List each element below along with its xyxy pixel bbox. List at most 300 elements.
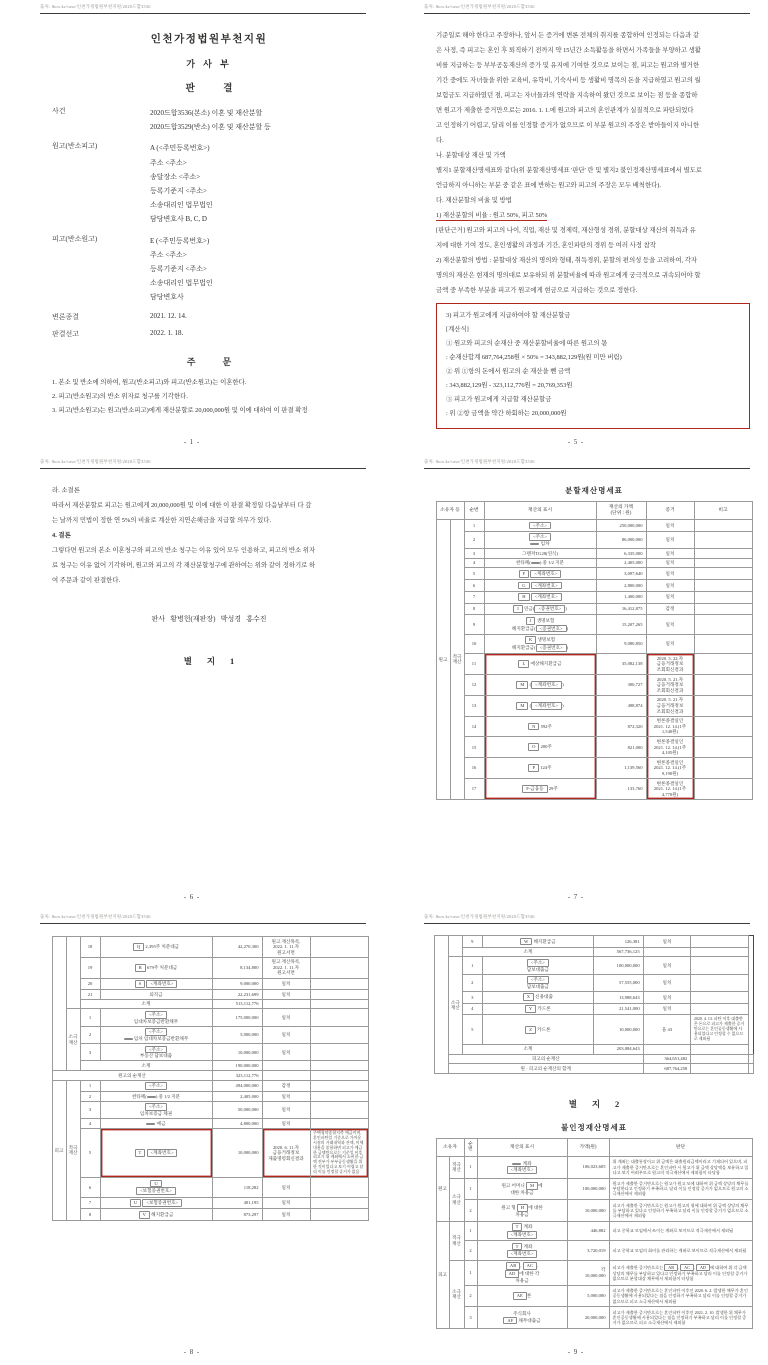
redaction-box: <계좌번호> xyxy=(146,980,177,988)
redaction-box: J xyxy=(526,617,536,625)
table-cell: 323,112,776 xyxy=(212,1071,262,1081)
table-cell xyxy=(694,716,752,737)
text-line: 4. 결론 xyxy=(52,532,71,539)
annex-2-title: 별 지 2 xyxy=(568,1098,620,1109)
table-cell: 21,541,000 xyxy=(593,1003,643,1015)
table-cell: 일치 xyxy=(262,1209,310,1221)
table-cell xyxy=(694,591,752,603)
table-cell: 126,381 xyxy=(593,936,643,948)
table-cell: 8 xyxy=(80,1209,100,1221)
table-row xyxy=(435,1044,754,1054)
page-8-body xyxy=(50,936,370,1221)
text-line: ① 원고와 피고의 순재산 중 재산분할비율에 따른 원고의 몫 xyxy=(446,340,608,347)
text-line: 담당변호사 B, C, D xyxy=(150,215,207,224)
table-cell xyxy=(310,957,368,978)
table-cell: F-금융등 29주 xyxy=(484,779,596,800)
case-fields xyxy=(52,106,366,339)
table-cell: 소극 재산 xyxy=(448,957,462,1054)
redaction-box: V xyxy=(139,1211,150,1219)
table-cell: 16,412,875 xyxy=(596,603,646,615)
table-header-cell: 재산의 가액 (단위 : 원) xyxy=(596,502,646,520)
table-row xyxy=(52,1119,368,1129)
text-line: : 순재산합계 687,764,258원 × 50% = 343,882,129원(원 미만 버림) xyxy=(446,354,622,361)
table-header-cell: 소유자 xyxy=(436,1138,464,1156)
table-cell: 446,882 xyxy=(567,1221,609,1240)
table-cell: 106,023,605 xyxy=(567,1156,609,1178)
table-cell: 567,736,125 xyxy=(593,947,643,957)
redaction-box xyxy=(146,1123,155,1125)
text-line: 주소 <주소> xyxy=(150,158,187,167)
table-cell xyxy=(262,1071,310,1081)
table-cell: 57,555,000 xyxy=(593,974,643,991)
table-cell xyxy=(310,1119,368,1129)
source-header: 출처: lbox.kr/case/인천가정법원부천지원/2020드합3536 xyxy=(424,4,535,9)
table-cell xyxy=(100,1178,212,1197)
table-cell: I 연금( <증권번호> ) xyxy=(484,603,596,615)
text-line: 은 사정, 즉 피고는 혼인 후 퇴직하기 전까지 약 15년간 소득활동을 하면서 가족들을 부양하고 생활 xyxy=(436,47,701,54)
table-cell xyxy=(694,568,752,580)
redaction-box: AE xyxy=(513,1292,527,1300)
text-line: 고 인정하기 어렵고, 달리 이를 인정할 증거가 없으므로 이 부분 원고의 주장은 받아들이지 아니한 xyxy=(436,122,700,129)
text-line: 2. 피고(반소원고)의 반소 위자료 청구를 기각한다. xyxy=(52,392,188,400)
table-cell: 3,720,019 xyxy=(567,1241,609,1260)
table-cell: <주소> 담보대출금 xyxy=(482,957,593,974)
redaction-box: H xyxy=(517,1204,528,1212)
table-cell xyxy=(310,937,368,958)
table-cell: 513,112,776 xyxy=(212,999,262,1009)
table-cell xyxy=(691,1064,749,1074)
table-cell: 7 xyxy=(464,591,484,603)
table-cell: M ( <계좌번호> ) xyxy=(484,695,596,716)
table-header-cell: 소유자 등 xyxy=(436,502,464,520)
table-cell: 9,000,000 xyxy=(212,978,262,990)
source-header: 출처: lbox.kr/case/인천가정법원부천지원/2020드합3536 xyxy=(40,4,151,9)
table-cell: 일치 xyxy=(262,1197,310,1209)
table-row xyxy=(52,978,368,990)
page-number: - 1 - xyxy=(183,439,201,446)
table-cell: 16 xyxy=(464,758,484,779)
redaction-box: <주소> xyxy=(145,1103,167,1111)
redaction-box: S xyxy=(135,980,146,988)
table-cell: 687,764,258 xyxy=(643,1064,691,1074)
table-cell: 일치 xyxy=(646,634,694,653)
table-cell: 11 xyxy=(464,654,484,675)
table-cell: 2 xyxy=(462,974,482,991)
redaction-box: K xyxy=(525,636,536,644)
text-line: 나. 분할대상 재산 및 가액 xyxy=(436,152,506,159)
redaction-box: Z xyxy=(525,1026,536,1034)
table-cell: 각 10,000,000 xyxy=(567,1260,609,1285)
table-cell: T 계좌 <계좌번호> xyxy=(477,1241,567,1260)
table-cell: 2020. 4. 13. 파탄 이후 대출받은 돈으로 피고가 제출한 증거만으로는 혼인공동생활에 사용되었다고 인정할 수 없으므로 제외됨 xyxy=(691,1015,749,1045)
table-row xyxy=(435,1003,754,1015)
table-cell: 10,000,000 xyxy=(212,1044,262,1061)
table-cell: 2,405,000 xyxy=(596,558,646,568)
table-cell: 일치 xyxy=(643,974,691,991)
field-closing-date xyxy=(52,312,366,322)
table-cell: 원고 재산목록, 2022. 1. 11.자 원고서면 xyxy=(262,937,310,958)
table-row xyxy=(436,1156,752,1178)
field-value: 2022. 1. 18. xyxy=(150,328,184,337)
court-name: 인천가정법원부천지원 xyxy=(150,34,268,45)
text-line: 기준일로 해야 한다고 주장하나, 앞서 든 증거에 변론 전체의 취지를 종합하여 인정되는 다음과 같 xyxy=(436,32,700,39)
page-7-body xyxy=(434,485,754,800)
redaction-box: R xyxy=(135,964,146,972)
table-row xyxy=(52,1071,368,1081)
table-cell: 피고 중학교 모임의 회비를 관리하는 계좌로 보이므로 적극재산에서 제외됨 xyxy=(609,1241,752,1260)
table-cell: 일치 xyxy=(643,936,691,948)
table-cell: 100,000,000 xyxy=(593,957,643,974)
table-cell: 일치 xyxy=(262,1178,310,1197)
field-label: 사건 xyxy=(52,107,66,115)
text-line: 따라서 재산분할로 피고는 원고에게 20,000,000원 및 이에 대한 이 판결 확정일 다음날부터 다 갚 xyxy=(52,502,312,509)
redaction-box: G xyxy=(518,582,529,590)
redaction-box xyxy=(147,1096,156,1098)
redaction-box: <증권번호> xyxy=(536,625,567,633)
table-row xyxy=(435,974,754,991)
table-cell xyxy=(310,1071,368,1081)
table-cell: Z 카드론 xyxy=(482,1015,593,1045)
table-cell: 2020. 5. 21.자 금융거래정보 조회회신결과 xyxy=(646,675,694,696)
redaction-box: <계좌번호> xyxy=(531,582,562,590)
table-cell: 위 계좌는 대출통장이고 위 금액은 대출원리금액이라고 기재되어 있으며, 피고가 제출한 증거만으로는 혼인파탄 시 원고가 위 금액 상당액을 보유하고 있다고 보기 어려우므로 원고의 적극재산에서 제외함이 타당함 xyxy=(609,1156,752,1178)
table-row xyxy=(52,1209,368,1221)
conclusion-text xyxy=(52,483,366,588)
table-cell: 적극 재산 xyxy=(66,1080,80,1220)
text-line: 소송대리인 법무법인 xyxy=(150,279,213,288)
table-cell: 6 xyxy=(80,1178,100,1197)
text-line: 등록기준지 <주소> xyxy=(150,265,207,274)
text-line: 여 주문과 같이 판결한다. xyxy=(52,577,121,584)
text-line: ② 위 ①항의 돈에서 원고의 순 재산을 뺀 금액 xyxy=(446,368,571,375)
table-cell: 1 xyxy=(464,1221,477,1240)
table-row xyxy=(436,654,752,675)
table-cell xyxy=(310,1092,368,1102)
table-cell xyxy=(262,999,310,1009)
table-cell: 일치 xyxy=(262,1101,310,1118)
table-cell: Y 카드론 xyxy=(482,1003,593,1015)
redaction-box: <주소> xyxy=(145,1046,167,1054)
table-cell: 원고 재산목록, 2022. 1. 11.자 원고서면 xyxy=(262,957,310,978)
table-cell: 2020. 6. 11.자 금융거래정보 제출명령회신결과 xyxy=(262,1128,310,1177)
table-cell: 을 43 xyxy=(643,1015,691,1045)
table-row xyxy=(436,580,752,592)
table-cell: 소계 xyxy=(462,947,593,957)
table-cell xyxy=(100,1197,212,1209)
table-cell: 2 xyxy=(464,1285,477,1307)
table-cell: 20 xyxy=(80,978,100,990)
table-cell xyxy=(694,549,752,559)
table-cell: L 예상해지환급금 xyxy=(484,654,596,675)
table-cell: 118,282 xyxy=(212,1178,262,1197)
table-row xyxy=(436,1307,752,1329)
table-cell: 일치 xyxy=(646,615,694,634)
table-cell: 3 xyxy=(80,1044,100,1061)
table-cell xyxy=(310,1080,368,1092)
table-cell: 2 xyxy=(80,1092,100,1102)
table-header-cell: 순 번 xyxy=(464,1138,477,1156)
table-cell: 피고 중학교 모임에서 쓰이는 계좌로 보이므로 적극재산에서 제외됨 xyxy=(609,1221,752,1240)
table-cell: 100,000,000 xyxy=(567,1178,609,1200)
field-label: 판결선고 xyxy=(52,329,80,338)
table-row xyxy=(436,1260,752,1285)
table-cell: 적극 재산 xyxy=(449,1156,464,1178)
table-cell: R 679주 처분대금 xyxy=(100,957,212,978)
table-cell xyxy=(694,580,752,592)
redaction-box: <주소> xyxy=(145,1028,167,1036)
table-cell: 19 xyxy=(80,957,100,978)
redaction-box: M xyxy=(516,681,528,689)
redaction-box: T xyxy=(512,1243,523,1251)
text-line: 언급하지 아니하는 부분 중 같은 표에 반하는 원고와 피고의 주장은 모두 배척한다). xyxy=(436,182,662,189)
redaction-box: AD xyxy=(505,1270,520,1278)
field-label: 피고(반소원고) xyxy=(52,234,98,243)
field-value xyxy=(150,141,366,226)
text-line: 1) 재산분할의 비율 : 원고 50%, 피고 50% xyxy=(436,212,548,219)
page-1-body xyxy=(52,14,366,418)
table-cell: 일치 xyxy=(262,1092,310,1102)
table-row xyxy=(436,779,752,800)
table-cell: 10,000,000 xyxy=(212,1128,262,1177)
table-cell xyxy=(310,1209,368,1221)
table-cell: <주소> 임차 임대차보증금반환채무 xyxy=(100,1026,212,1043)
table-cell xyxy=(435,936,449,1074)
table-cell xyxy=(694,695,752,716)
text-line: 3) 피고가 원고에게 지급하여야 할 재산분할금 xyxy=(446,312,571,319)
table-row xyxy=(52,1128,368,1177)
table-cell: 4,800,000 xyxy=(212,1119,262,1129)
text-line: 다. xyxy=(436,137,444,144)
table-row xyxy=(435,1054,754,1064)
order-lines xyxy=(52,376,366,419)
table-cell: O 200주 xyxy=(484,737,596,758)
table-cell xyxy=(694,615,752,634)
table-cell: 2 xyxy=(464,1200,477,1222)
table-row xyxy=(436,716,752,737)
text-line: 송달장소 <주소> xyxy=(150,172,201,181)
redaction-box: AC xyxy=(523,1262,537,1270)
redaction-box: <주소> xyxy=(527,976,549,984)
text-line: 료 청구는 이유 없어 기각하며, 원고와 피고의 각 재산분할청구에 관하여는 위와 같이 정하기로 하 xyxy=(52,562,316,569)
table-cell: 일치 xyxy=(262,1026,310,1043)
table-cell xyxy=(310,1026,368,1043)
table-cell: 86,000,000 xyxy=(596,531,646,548)
table-cell: 퇴직금 xyxy=(100,990,212,1000)
redaction-box: <계좌번호> xyxy=(147,1149,178,1157)
table-row xyxy=(436,1241,752,1260)
table-cell: 피고 xyxy=(52,1080,66,1220)
table-cell: 133,760 xyxy=(596,779,646,800)
field-defendant xyxy=(52,234,366,305)
table-cell: 13 xyxy=(464,695,484,716)
table-row xyxy=(436,675,752,696)
table-cell xyxy=(100,1128,212,1177)
table-cell: 소극 재산 xyxy=(66,1009,80,1071)
table-cell xyxy=(52,937,66,1071)
table-cell: 1 xyxy=(80,1009,100,1026)
table-cell: W 해지환급금 xyxy=(482,936,593,948)
redaction-box: F xyxy=(519,570,530,578)
page-1 xyxy=(0,0,384,455)
table-cell: 498,874 xyxy=(596,695,646,716)
table-cell xyxy=(691,991,749,1003)
table-row xyxy=(436,603,752,615)
table-row xyxy=(436,1138,752,1156)
page-6-body xyxy=(52,483,366,667)
table-cell: 일치 xyxy=(262,990,310,1000)
text-line: : 위 ②항 금액을 약간 하회하는 20,000,000원 xyxy=(446,410,567,417)
source-header: 출처: lbox.kr/case/인천가정법원부천지원/2020드합3536 xyxy=(424,914,535,919)
redaction-box: T xyxy=(512,1223,523,1231)
table-cell: 7 xyxy=(80,1197,100,1209)
table-cell: T 계좌 <계좌번호> xyxy=(477,1221,567,1240)
table-header-cell: 재산의 표시 xyxy=(477,1138,567,1156)
table-row xyxy=(435,947,754,957)
table-cell: 원고 xyxy=(436,1156,449,1221)
table-cell xyxy=(691,947,749,957)
table-cell: 소극 재산 xyxy=(449,1178,464,1221)
table-row xyxy=(52,1044,368,1061)
table-cell xyxy=(66,937,80,1009)
table-cell: <주소> 임차 xyxy=(484,531,596,548)
table-cell: 3 xyxy=(464,1307,477,1329)
redaction-box: <주소> xyxy=(527,959,549,967)
table-cell: 21 xyxy=(80,990,100,1000)
table-row xyxy=(52,990,368,1000)
header-rule xyxy=(40,468,366,469)
division-property-table-p9 xyxy=(434,935,754,1074)
table-cell: 20,000,000 xyxy=(567,1307,609,1329)
redaction-box: <증권번호> xyxy=(536,644,567,652)
annex2-table-title: 불인정재산명세표 xyxy=(561,1122,627,1132)
table-cell: 1 xyxy=(464,1178,477,1200)
table-cell: 8 xyxy=(464,603,484,615)
redaction-box: W xyxy=(520,938,532,946)
redaction-box: L xyxy=(518,660,529,668)
table-cell: 싼타페( ) 중 1/2 지분 xyxy=(100,1092,212,1102)
text-line: 라. 소결론 xyxy=(52,487,80,494)
text-line: ③ 피고가 원고에게 지급할 재산분할금 xyxy=(446,396,552,403)
table-cell: J 생명보험 해지환급금( <증권번호> ) xyxy=(484,615,596,634)
table-cell xyxy=(310,1061,368,1071)
table-cell: 10,000,000 xyxy=(567,1200,609,1222)
table-cell xyxy=(694,737,752,758)
table-cell: 5,000,000 xyxy=(212,1026,262,1043)
redaction-box: M xyxy=(516,702,528,710)
redaction-box: AF xyxy=(503,1317,517,1325)
table-cell xyxy=(694,779,752,800)
table-cell: 3 xyxy=(464,549,484,559)
table-cell: 1 xyxy=(464,1260,477,1285)
header-rule xyxy=(424,923,750,924)
field-sentencing-date xyxy=(52,329,366,339)
text-line: 소송대리인 법무법인 xyxy=(150,201,213,210)
table-cell xyxy=(691,957,749,974)
redaction-box: <주소> xyxy=(145,1011,167,1019)
redaction-box: F-금융등 xyxy=(522,785,547,793)
table-cell: 변론종결일인 2021. 12. 14.(1주 1,540원) xyxy=(646,716,694,737)
table-row xyxy=(52,1009,368,1026)
redaction-box: <보험증권번호> xyxy=(136,1187,176,1195)
page-9-body xyxy=(434,935,754,1329)
page-6 xyxy=(0,455,384,910)
table-header-cell: 증거 xyxy=(646,502,694,520)
table-cell: V 해지환급금 xyxy=(100,1209,212,1221)
table-cell: 소계 xyxy=(80,999,212,1009)
table-cell: 일치 xyxy=(646,591,694,603)
table-cell: 일치 xyxy=(646,520,694,532)
annex1-table-title: 분할재산명세표 xyxy=(565,486,623,495)
table-cell xyxy=(694,520,752,532)
table-cell: <주소> 담보대출금 xyxy=(482,974,593,991)
table-cell: AE 론 xyxy=(477,1285,567,1307)
field-value: 2021. 12. 14. xyxy=(150,311,187,320)
redaction-box: AB xyxy=(506,1262,520,1270)
table-row xyxy=(52,1101,368,1118)
text-line: 그렇다면 원고의 본소 이혼청구와 피고의 반소 청구는 이유 있어 모두 인용하고, 피고의 반소 위자 xyxy=(52,547,316,554)
redaction-box: <주소> xyxy=(529,522,551,530)
table-cell: 14 xyxy=(464,716,484,737)
table-row xyxy=(52,1061,368,1071)
table-row xyxy=(435,1064,754,1074)
table-cell xyxy=(643,1044,691,1054)
redaction-box: <주소> xyxy=(529,533,551,541)
table-cell: 3 xyxy=(462,991,482,1003)
table-cell: 17 xyxy=(464,779,484,800)
field-case xyxy=(52,106,366,134)
table-cell: 15 xyxy=(464,737,484,758)
source-header: 출처: lbox.kr/case/인천가정법원부천지원/2020드합3536 xyxy=(40,914,151,919)
table-cell: 변론종결일인 2021. 12. 14.(1주 4,770원) xyxy=(646,779,694,800)
table-row xyxy=(435,936,754,948)
table-cell: 일치 xyxy=(643,1003,691,1015)
table-cell: <주소> 부동산 담보대출 xyxy=(100,1044,212,1061)
table-cell: 피고가 제출한 증거만으로는 AB , AC , AD 에 대하여 위 각 금액 상당의 채무를 부담하고 있다고 인정하기 부족하고 달리 이를 인정할 증거가 없으므로 분할대상 채무에서 제외함이 타당함 xyxy=(609,1260,752,1285)
judges-signature: 판사 황병헌(재판장) 박성경 홍수진 xyxy=(151,615,267,623)
redaction-box: <계좌번호> xyxy=(531,702,562,710)
table-cell: 401,195 xyxy=(212,1197,262,1209)
table-cell: 5,000,000 xyxy=(567,1285,609,1307)
redaction-box xyxy=(512,1163,521,1165)
table-cell xyxy=(694,758,752,779)
table-cell xyxy=(691,936,749,948)
text-line: 3. 피고(반소원고)는 원고(반소피고)에게 재산분할로 20,000,000원 및 이에 대하여 이 판결 확정 xyxy=(52,407,308,415)
page-5-body xyxy=(436,28,750,429)
table-header-cell: 재산의 표시 xyxy=(484,502,596,520)
redaction-box: H xyxy=(518,593,529,601)
table-cell: 873,297 xyxy=(212,1209,262,1221)
text-line: 비를 지급하는 등 부부공동재산의 증가 및 유지에 기여한 것으로 보이는 점, 피고는 원고와 별거한 xyxy=(436,62,700,69)
table-cell: 원고가 제출한 증거만으로는 원고가 원고 모에 대하여 위 금액 상당의 채무를 부담한다고 인정하기 부족하고, 달리 이를 인정할 증거가 없으므로 원고의 소극재산에서 제외함 xyxy=(609,1178,752,1200)
table-row xyxy=(436,531,752,548)
redaction-box: AB xyxy=(664,1264,678,1271)
table-row xyxy=(52,999,368,1009)
table-cell xyxy=(691,1044,749,1054)
table-cell: 1,139,560 xyxy=(596,758,646,779)
table-cell: 2 xyxy=(464,1241,477,1260)
table-cell: 190,000,000 xyxy=(212,1061,262,1071)
table-row xyxy=(435,1015,754,1045)
table-cell: 일치 xyxy=(646,549,694,559)
redaction-box: M xyxy=(526,1182,538,1190)
table-cell: 203,084,643 xyxy=(593,1044,643,1054)
table-row xyxy=(436,615,752,634)
order-title: 주 문 xyxy=(186,356,232,367)
table-cell xyxy=(310,978,368,990)
table-cell: 적극 재산 xyxy=(449,1221,464,1260)
page-9 xyxy=(384,910,768,1365)
table-header-cell: 판단 xyxy=(609,1138,752,1156)
